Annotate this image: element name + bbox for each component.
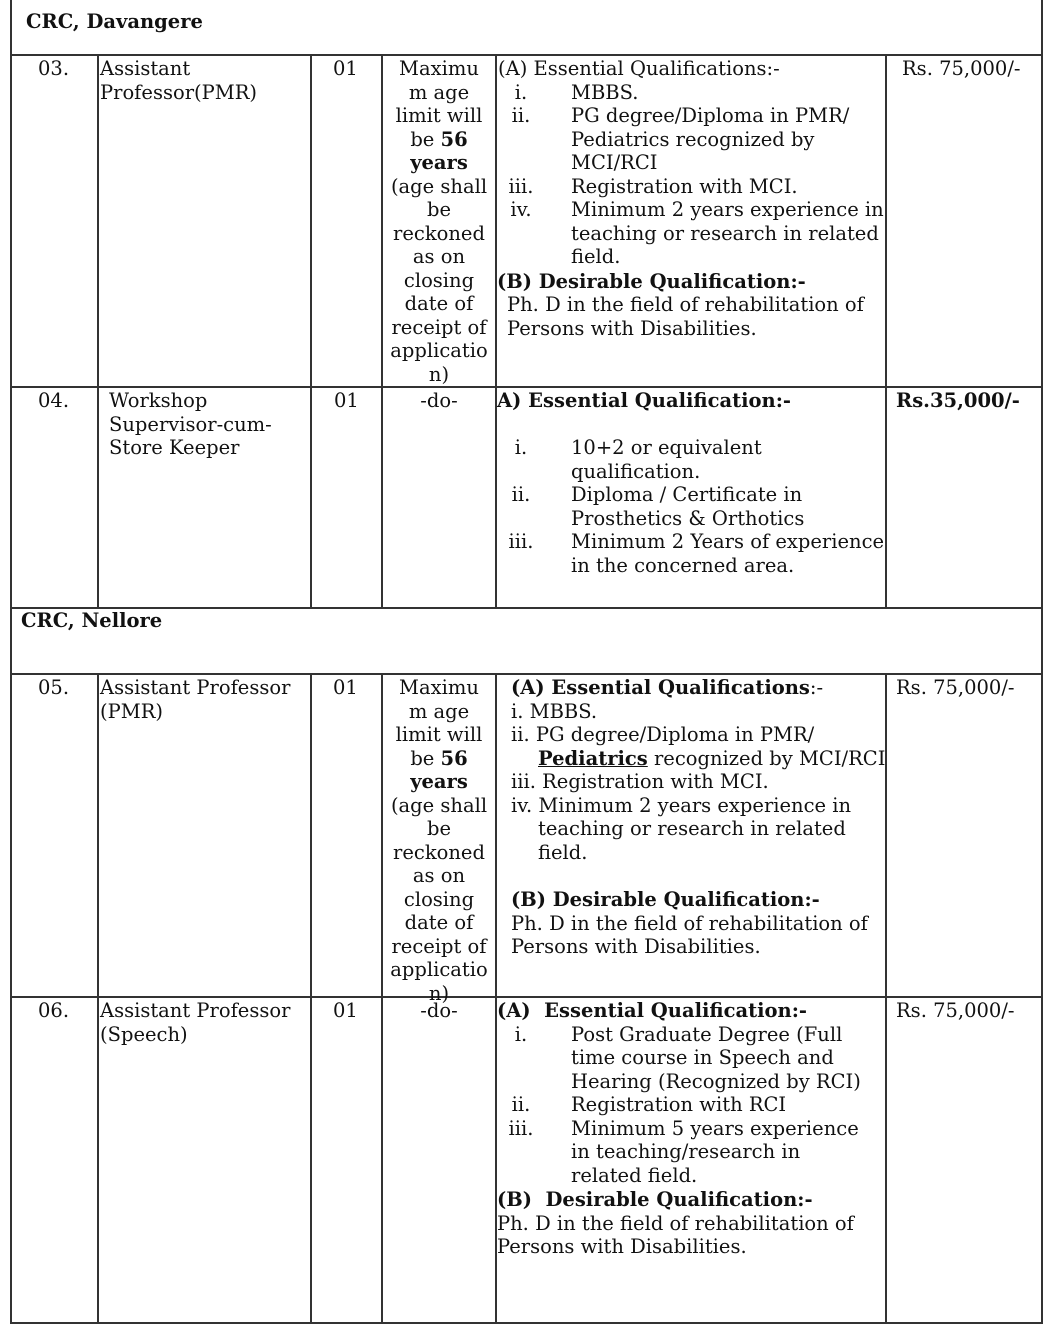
pay-scale: Rs. 75,000/-: [896, 676, 1015, 699]
desirable-heading: (B) Desirable Qualification:-: [511, 888, 820, 911]
desirable-heading: (B) Desirable Qualification:-: [497, 269, 806, 293]
section-title-davangere: CRC, Davangere: [26, 10, 203, 33]
age-limit: Maximu m age limit will be 56 years (age shall be reckoned as on closing date of receipt of applicatio n): [390, 676, 488, 1005]
serial-number: 04.: [38, 389, 70, 412]
serial-number: 06.: [38, 999, 70, 1022]
serial-number: 03.: [38, 57, 70, 80]
essential-list: i. Post Graduate Degree (Full time course in Speech and Hearing (Recognized by RCI) ii. Registration with RCI iii. Minimum 5 years experience in teaching/research in related field.: [508, 1022, 861, 1187]
pay-scale: Rs.35,000/-: [896, 389, 1020, 412]
desirable-text: Ph. D in the field of rehabilitation of Persons with Disabilities.: [507, 293, 864, 340]
post-name: Assistant Professor(PMR): [100, 57, 257, 104]
age-limit: -do-: [420, 999, 458, 1022]
vacancy-count: 01: [333, 999, 358, 1022]
essential-heading: (A) Essential Qualification:-: [497, 999, 808, 1022]
vacancy-count: 01: [334, 389, 359, 412]
desirable-text: Ph. D in the field of rehabilitation of Persons with Disabilities.: [511, 911, 868, 958]
desirable-text: Ph. D in the field of rehabilitation of Persons with Disabilities.: [497, 1211, 854, 1258]
post-name: Assistant Professor (Speech): [100, 999, 291, 1046]
pay-scale: Rs. 75,000/-: [902, 57, 1021, 80]
desirable-heading: (B) Desirable Qualification:-: [497, 1188, 813, 1211]
essential-list: i. 10+2 or equivalent qualification. ii. Diploma / Certificate in Prosthetics & Orthotics iii. Minimum 2 Years of experience in the concerned area.: [508, 436, 885, 577]
serial-number: 05.: [38, 676, 70, 699]
pay-scale: Rs. 75,000/-: [896, 999, 1015, 1022]
essential-heading: (A) Essential Qualifications:-: [511, 676, 824, 699]
essential-heading: A) Essential Qualification:-: [497, 389, 791, 412]
vacancy-count: 01: [333, 57, 358, 80]
essential-heading: (A) Essential Qualifications:-: [498, 57, 780, 80]
section-title-nellore: CRC, Nellore: [21, 609, 163, 632]
post-name: Assistant Professor (PMR): [100, 676, 291, 723]
essential-list: i. MBBS. ii. PG degree/Diploma in PMR/ Pediatrics recognized by MCI/RCI iii. Registration with MCI. iv. Minimum 2 years experience in teaching or research in related field.: [511, 699, 886, 864]
age-limit: Maximu m age limit will be 56 years (age shall be reckoned as on closing date of receipt of applicatio n): [390, 57, 488, 386]
vacancy-count: 01: [333, 676, 358, 699]
age-limit: -do-: [420, 389, 458, 412]
essential-list: i. MBBS. ii. PG degree/Diploma in PMR/ Pediatrics recognized by MCI/RCI iii. Registration with MCI. iv. Minimum 2 years experience in teaching or research in related field.: [508, 80, 884, 268]
post-name: Workshop Supervisor-cum- Store Keeper: [109, 389, 272, 459]
